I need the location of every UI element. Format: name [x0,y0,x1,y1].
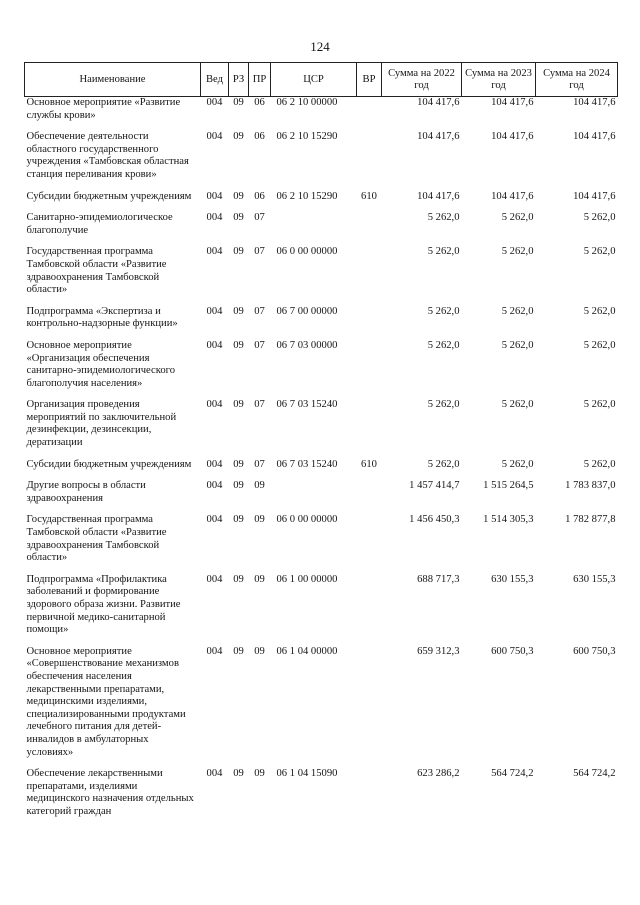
cell-sum-2022: 104 417,6 [417,131,460,143]
cell-pr: 09 [254,573,265,585]
cell-sum-2022: 659 312,3 [417,645,460,657]
header-rz: РЗ [229,63,249,97]
cell-vr [357,306,382,340]
cell-name: Государственная программа Тамбовской области «Развитие здравоохранения Тамбовской области» [26,514,167,564]
header-pr: ПР [249,63,271,97]
table-body [25,97,618,828]
cell-ved: 004 [206,514,223,526]
header-sum-2022: Сумма на 2022 год [382,63,462,97]
cell-pr: 07 [254,305,265,317]
cell-pr: 09 [254,645,265,657]
cell-sum-2022: 1 456 450,3 [409,514,460,526]
cell-ved: 004 [206,768,223,780]
cell-rz: 09 [233,768,244,780]
cell-sum-2024: 104 417,6 [573,97,616,108]
cell-rz: 09 [233,458,244,470]
cell-vr [357,97,382,132]
cell-name: Обеспечение лекарственными препаратами, изделиями медицинского назначения отдельных категорий граждан [26,768,194,817]
cell-sum-2022: 5 262,0 [427,458,460,470]
cell-csr: 06 7 00 00000 [276,305,338,317]
cell-sum-2023: 5 262,0 [501,246,534,258]
cell-pr: 07 [254,458,265,470]
cell-name: Основное мероприятие «Организация обеспечения санитарно-эпидемиологического благополучия населения» [26,339,176,389]
cell-ved: 004 [206,190,223,202]
cell-pr: 07 [254,212,265,224]
cell-csr: 06 7 03 15240 [276,458,338,470]
cell-sum-2024: 1 782 877,8 [565,514,616,526]
cell-sum-2023: 5 262,0 [501,339,534,351]
cell-csr [271,480,357,514]
cell-sum-2024: 564 724,2 [573,768,616,780]
header-sum-2024: Сумма на 2024 год [536,63,618,97]
cell-rz: 09 [233,305,244,317]
cell-rz: 09 [233,246,244,258]
table-row [25,340,618,399]
cell-pr: 09 [254,514,265,526]
table-row [25,191,618,213]
cell-name: Субсидии бюджетным учреждениям [26,190,192,202]
cell-name: Основное мероприятие «Совершенствование механизмов обеспечения населения лекарственными препаратами, медицинскими изделиями, специализированными продуктами лечебного питания для детей-инвалидов в амбулаторных условиях» [26,645,186,758]
cell-csr: 06 1 04 00000 [276,645,338,657]
cell-rz: 09 [233,480,244,492]
cell-pr: 07 [254,399,265,411]
cell-csr: 06 1 04 15090 [276,768,338,780]
cell-vr [357,212,382,246]
table-row [25,131,618,190]
cell-csr: 06 0 00 00000 [276,246,338,258]
cell-sum-2024: 104 417,6 [573,131,616,143]
cell-pr: 07 [254,246,265,258]
cell-sum-2022: 5 262,0 [427,246,460,258]
cell-vr: 610 [361,190,377,202]
cell-csr: 06 2 10 15290 [276,190,338,202]
cell-sum-2022: 688 717,3 [417,573,460,585]
cell-name: Государственная программа Тамбовской области «Развитие здравоохранения Тамбовской области» [26,246,167,296]
page-number: 124 [310,39,330,54]
cell-rz: 09 [233,339,244,351]
cell-sum-2023: 5 262,0 [501,305,534,317]
cell-sum-2024: 5 262,0 [583,305,616,317]
cell-vr [357,574,382,646]
cell-sum-2024: 5 262,0 [583,339,616,351]
cell-sum-2023: 630 155,3 [491,573,534,585]
cell-sum-2024: 600 750,3 [573,645,616,657]
cell-pr: 06 [254,97,265,108]
cell-rz: 09 [233,514,244,526]
cell-csr: 06 7 03 00000 [276,339,338,351]
cell-rz: 09 [233,190,244,202]
cell-name: Подпрограмма «Профилактика заболеваний и формирование здорового образа жизни. Развитие первичной медико-санитарной помощи» [26,573,181,636]
table-row [25,646,618,768]
cell-sum-2022: 5 262,0 [427,212,460,224]
cell-sum-2022: 104 417,6 [417,190,460,202]
cell-sum-2023: 5 262,0 [501,212,534,224]
cell-rz: 09 [233,212,244,224]
cell-vr [357,399,382,458]
cell-vr [357,646,382,768]
cell-sum-2023: 5 262,0 [501,399,534,411]
cell-vr [357,246,382,305]
cell-sum-2022: 1 457 414,7 [409,480,460,492]
cell-sum-2023: 5 262,0 [501,458,534,470]
table-row [25,212,618,246]
cell-vr: 610 [361,458,377,470]
cell-sum-2022: 5 262,0 [427,399,460,411]
cell-sum-2023: 564 724,2 [491,768,534,780]
cell-ved: 004 [206,212,223,224]
cell-ved: 004 [206,399,223,411]
table-header [25,63,618,97]
table-row [25,514,618,573]
cell-sum-2022: 5 262,0 [427,305,460,317]
cell-ved: 004 [206,645,223,657]
table-row [25,480,618,514]
cell-csr: 06 1 00 00000 [276,573,338,585]
cell-rz: 09 [233,97,244,108]
cell-name: Основное мероприятие «Развитие службы крови» [26,97,181,121]
cell-sum-2024: 104 417,6 [573,190,616,202]
table-row [25,768,618,827]
cell-vr [357,131,382,190]
cell-csr: 06 7 03 15240 [276,399,338,411]
cell-sum-2023: 1 514 305,3 [483,514,534,526]
cell-sum-2023: 1 515 264,5 [483,480,534,492]
cell-pr: 06 [254,190,265,202]
cell-ved: 004 [206,97,223,108]
cell-sum-2024: 5 262,0 [583,399,616,411]
cell-vr [357,768,382,827]
cell-sum-2024: 1 783 837,0 [565,480,616,492]
cell-pr: 06 [254,131,265,143]
cell-ved: 004 [206,480,223,492]
cell-ved: 004 [206,246,223,258]
header-vr: ВР [357,63,382,97]
cell-sum-2024: 630 155,3 [573,573,616,585]
cell-rz: 09 [233,399,244,411]
cell-ved: 004 [206,339,223,351]
cell-ved: 004 [206,305,223,317]
cell-pr: 07 [254,339,265,351]
cell-sum-2024: 5 262,0 [583,458,616,470]
cell-vr [357,480,382,514]
cell-ved: 004 [206,458,223,470]
cell-csr [271,212,357,246]
cell-sum-2023: 104 417,6 [491,131,534,143]
table-row [25,459,618,481]
header-ved: Вед [201,63,229,97]
cell-name: Субсидии бюджетным учреждениям [26,458,192,470]
cell-name: Организация проведения мероприятий по заключительной дезинфекции, дезинсекции, дератизации [26,399,177,449]
cell-csr: 06 0 00 00000 [276,514,338,526]
cell-rz: 09 [233,645,244,657]
cell-name: Обеспечение деятельности областного государственного учреждения «Тамбовская областная станция переливания крови» [26,131,189,180]
cell-ved: 004 [206,573,223,585]
cell-csr: 06 2 10 00000 [276,97,338,108]
header-csr: ЦСР [271,63,357,97]
cell-sum-2023: 600 750,3 [491,645,534,657]
cell-sum-2023: 104 417,6 [491,190,534,202]
table-row [25,574,618,646]
table-row [25,306,618,340]
cell-name: Санитарно-эпидемиологическое благополучие [26,212,173,236]
cell-pr: 09 [254,480,265,492]
cell-sum-2022: 5 262,0 [427,339,460,351]
cell-sum-2023: 104 417,6 [491,97,534,108]
cell-pr: 09 [254,768,265,780]
cell-rz: 09 [233,131,244,143]
cell-vr [357,514,382,573]
table-row [25,399,618,458]
cell-ved: 004 [206,131,223,143]
budget-table [24,62,618,828]
cell-sum-2024: 5 262,0 [583,212,616,224]
header-name: Наименование [25,63,201,97]
cell-rz: 09 [233,573,244,585]
cell-sum-2022: 623 286,2 [417,768,460,780]
table-row [25,246,618,305]
header-sum-2023: Сумма на 2023 год [462,63,536,97]
cell-name: Другие вопросы в области здравоохранения [26,480,146,504]
cell-sum-2022: 104 417,6 [417,97,460,108]
table-row [25,97,618,132]
cell-name: Подпрограмма «Экспертиза и контрольно-надзорные функции» [26,305,178,330]
cell-vr [357,340,382,399]
cell-sum-2024: 5 262,0 [583,246,616,258]
cell-csr: 06 2 10 15290 [276,131,338,143]
